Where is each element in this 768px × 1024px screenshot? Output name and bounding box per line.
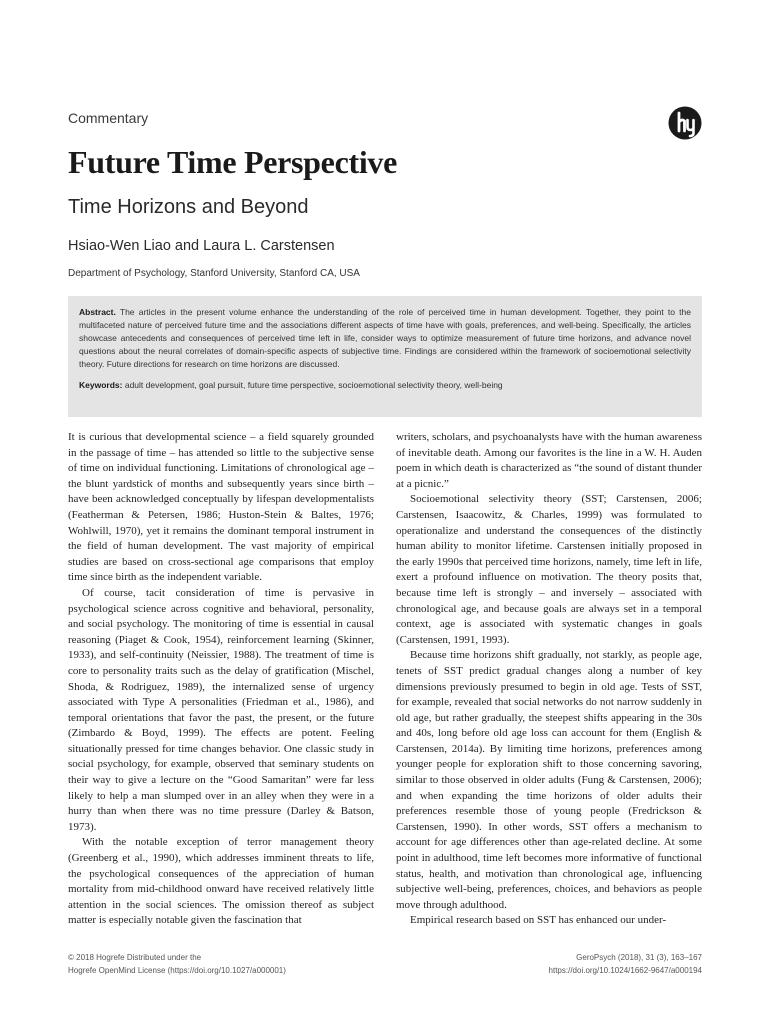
article-subtitle: Time Horizons and Beyond <box>68 196 309 218</box>
doi-link[interactable]: https://doi.org/10.1024/1662-9647/a000194 <box>548 965 702 975</box>
body-paragraph: Socioemotional selectivity theory (SST; Carstensen, 2006; Carstensen, Isaacowitz, & Charles, 1999) was formulated to operationalize and understand the consequences of the distinctly human ability to monitor lifetime. Carstensen initially proposed in the early 1990s that perceived time horizons, namely, time left in life, exert a profound influence on motivation. The theory posits that, because time left is strongly – and inversely – associated with chronological age, and because goals are always set in a temporal context, age is associated with systematic changes in goals (Carstensen, 1991, 1993). <box>396 493 702 646</box>
journal-citation: GeroPsych (2018), 31 (3), 163–167 <box>576 953 702 962</box>
body-right-column <box>396 430 702 929</box>
keywords-text: adult development, goal pursuit, future time perspective, socioemotional selectivity theory, well-being <box>124 380 503 390</box>
citation-footer <box>549 952 702 977</box>
license-link[interactable]: Hogrefe OpenMind License (https://doi.org/10.1027/a000001) <box>68 965 286 975</box>
section-label: Commentary <box>68 110 149 126</box>
keywords-paragraph <box>79 379 691 392</box>
keywords-label: Keywords: <box>79 380 123 390</box>
hogrefe-logo-icon <box>668 106 702 140</box>
body-left-column <box>68 430 374 929</box>
abstract-label: Abstract. <box>79 307 116 317</box>
article-title: Future Time Perspective <box>68 144 398 180</box>
abstract-box <box>68 296 702 417</box>
author-list: Hsiao-Wen Liao and Laura L. Carstensen <box>68 238 335 254</box>
body-paragraph: Empirical research based on SST has enhanced our under- <box>410 914 667 927</box>
body-paragraph: With the notable exception of terror management theory (Greenberg et al., 1990), which addresses imminent threats to life, the psychological consequences of the appreciation of human mortality from mid-childhood onward have received relatively little attention in the social sciences. The omission thereof as subject matter is especially notable given the fascination that <box>68 836 374 927</box>
body-paragraph: Because time horizons shift gradually, not starkly, as people age, tenets of SST predict gradual changes along a number of key dimensions previously presumed to begin in old age. Tests of SST, for example, revealed that social networks do not narrow suddenly in old age, but rather gradually, the steepest shifts appearing in the 30s and 40s, long before old age loss can account for them (English & Carstensen, 2014a). By limiting time horizons, preferences among younger people for exploration shift to those concerning savoring, similar to those observed in older adults (Fung & Carstensen, 2006); and when expanding the time horizons of older adults their preferences resemble those of young people (Fredrickson & Carstensen, 1990). In other words, SST offers a mechanism to account for age differences other than age-related decline. At some point in adulthood, time left becomes more informative of functional status, health, and motivation than chronological age, influencing subjective well-being, preferences, choices, and behaviors as people move through adulthood. <box>396 649 702 911</box>
abstract-paragraph <box>79 306 691 371</box>
abstract-text: The articles in the present volume enhance the understanding of the role of perceived time in human development. Together, they point to the multifaceted nature of perceived future time and the associations different aspects of time have with goals, preferences, and well-being. Specifically, the articles showcase antecedents and consequences of perceived time left in life, consider ways to optimize measurement of future time horizons, and advance novel questions about the neural correlates of domain-specific aspects of subjective time. Findings are considered within the framework of socioemotional selectivity theory. Future directions for research on time horizons are discussed. <box>79 307 691 369</box>
affiliation: Department of Psychology, Stanford University, Stanford CA, USA <box>68 268 360 279</box>
body-paragraph: It is curious that developmental science – a field squarely grounded in the passage of time – has attended so little to the subjective sense of time on individual functioning. Limitations of chronological age – the blunt yardstick of months and subsequently years since birth – have been acknowledged conceptually by lifespan developmentalists (Featherman & Petersen, 1986; Huston-Stein & Baltes, 1976; Wohlwill, 1970), yet it remains the dominant temporal instrument in the field of human development. The vast majority of empirical studies are based on cross-sectional age comparisons that employ time since birth as the independent variable. <box>68 431 374 584</box>
license-line: © 2018 Hogrefe Distributed under the <box>68 953 202 962</box>
body-paragraph: writers, scholars, and psychoanalysts have with the human awareness of inevitable death. Among our favorites is the line in a W. H. Auden poem in which death is characterized as “the sound of distant thunder at a picnic.” <box>396 431 702 490</box>
body-paragraph: Of course, tacit consideration of time is pervasive in psychological science across cognitive and behavioral, personality, and social psychology. The monitoring of time is essential in causal reasoning (Piaget & Cook, 1954), reinforcement learning (Skinner, 1933), and self-continuity (Neissier, 1988). The treatment of time is core to personality traits such as the delay of gratification (Mischel, Shoda, & Rodriguez, 1989), the internalized sense of urgency associated with Type A personalities (Friedman et al., 1986), and temporal orientations that favor the past, the present, or the future (Zimbardo & Boyd, 1999). The effects are potent. Feeling situationally pressed for time changes behavior. One classic study in social psychology, for example, observed that seminary students on their way to give a lecture on the “Good Samaritan” were far less likely to help a man slumped over in an alley when they were in a hurry than when there was no time pressure (Darley & Batson, 1973). <box>68 586 374 833</box>
license-footer <box>68 952 286 977</box>
